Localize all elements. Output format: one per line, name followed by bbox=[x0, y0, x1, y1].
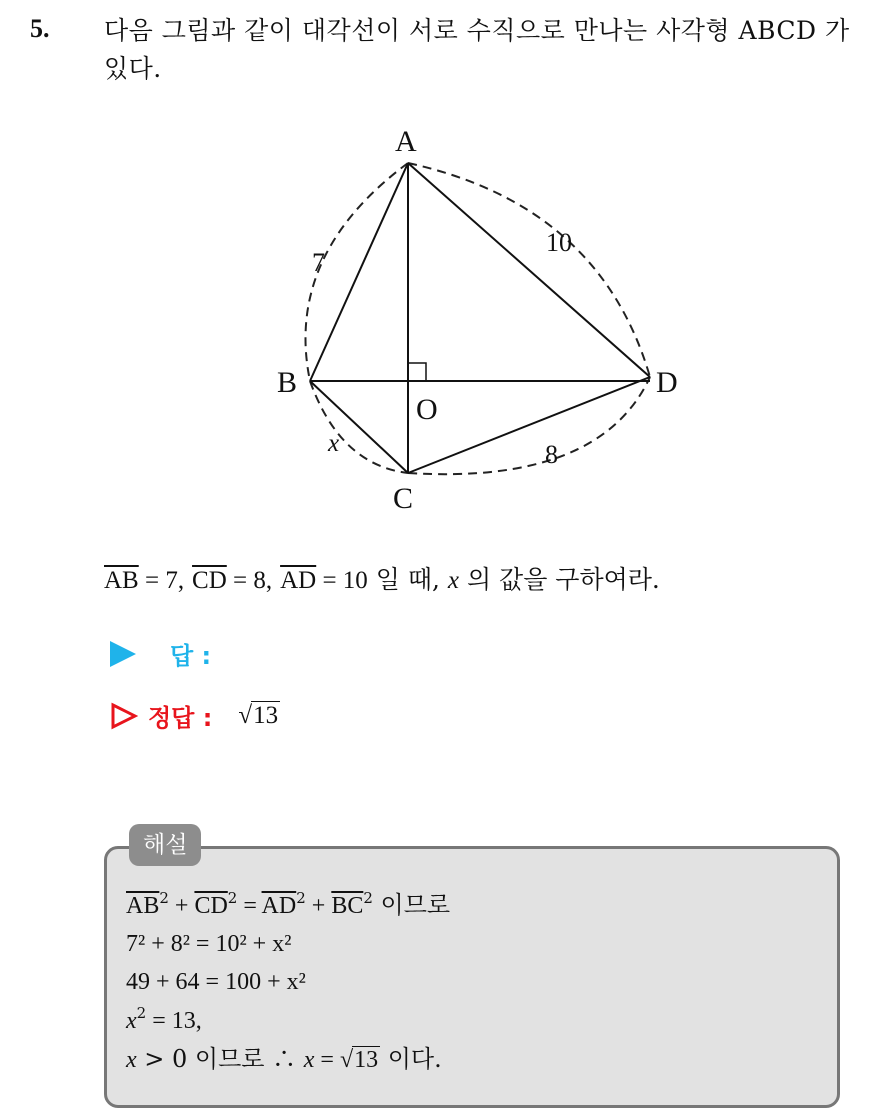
right-angle-mark bbox=[408, 363, 426, 381]
play-arrow-icon bbox=[110, 641, 136, 667]
correct-answer-value: √13 bbox=[238, 701, 279, 729]
length-bc: x bbox=[328, 430, 340, 457]
solution-line-4: $x^2 = 13$, bbox=[126, 1004, 202, 1034]
segment-ab: $\overline{AB}$ bbox=[104, 567, 139, 594]
answer-blank-row bbox=[110, 636, 211, 671]
solution-line-2: 7² + 8² = 10² + x² bbox=[126, 931, 292, 957]
outline-arrow-icon bbox=[110, 702, 138, 730]
condition-line: $\overline{AB} = 7$, $\overline{CD} = 8$, $\overline{AD} = 10$ 일 때, x 의 값을 구하여라. bbox=[104, 565, 660, 594]
label-c: C bbox=[393, 482, 414, 515]
correct-answer-label: 정답 : bbox=[148, 704, 213, 732]
length-cd: 8 bbox=[545, 440, 558, 469]
segment-ad: $\overline{AD}$ bbox=[280, 567, 317, 594]
question-text: 다음 그림과 같이 대각선이 서로 수직으로 만나는 사각형 ABCD 가 있다. bbox=[104, 16, 850, 83]
side-ad bbox=[408, 163, 650, 377]
segment-cd: $\overline{CD}$ bbox=[192, 567, 227, 594]
label-b: B bbox=[277, 366, 298, 399]
side-bc bbox=[310, 381, 408, 473]
length-ad: 10 bbox=[546, 228, 572, 257]
quadrilateral-figure bbox=[250, 115, 710, 525]
correct-answer-row bbox=[110, 698, 280, 733]
solution-line-5: x > 0 이므로 ∴ x = √13 이다. bbox=[126, 1045, 442, 1073]
solution-line-1: $\overline{AB}^2 + \overline{CD}^2 = \overline{AD}^2 + \overline{BC}^2$ 이므로 bbox=[126, 889, 451, 919]
solution-tab: 해설 bbox=[129, 824, 201, 866]
solution-line-3: 49 + 64 = 100 + x² bbox=[126, 969, 306, 995]
label-o: O bbox=[416, 393, 438, 426]
answer-label: 답 : bbox=[170, 642, 212, 670]
solution-lines bbox=[126, 886, 450, 1079]
label-a: A bbox=[395, 125, 417, 158]
length-ab: 7 bbox=[312, 248, 325, 277]
label-d: D bbox=[656, 366, 678, 399]
question-number: 5. bbox=[30, 14, 50, 43]
